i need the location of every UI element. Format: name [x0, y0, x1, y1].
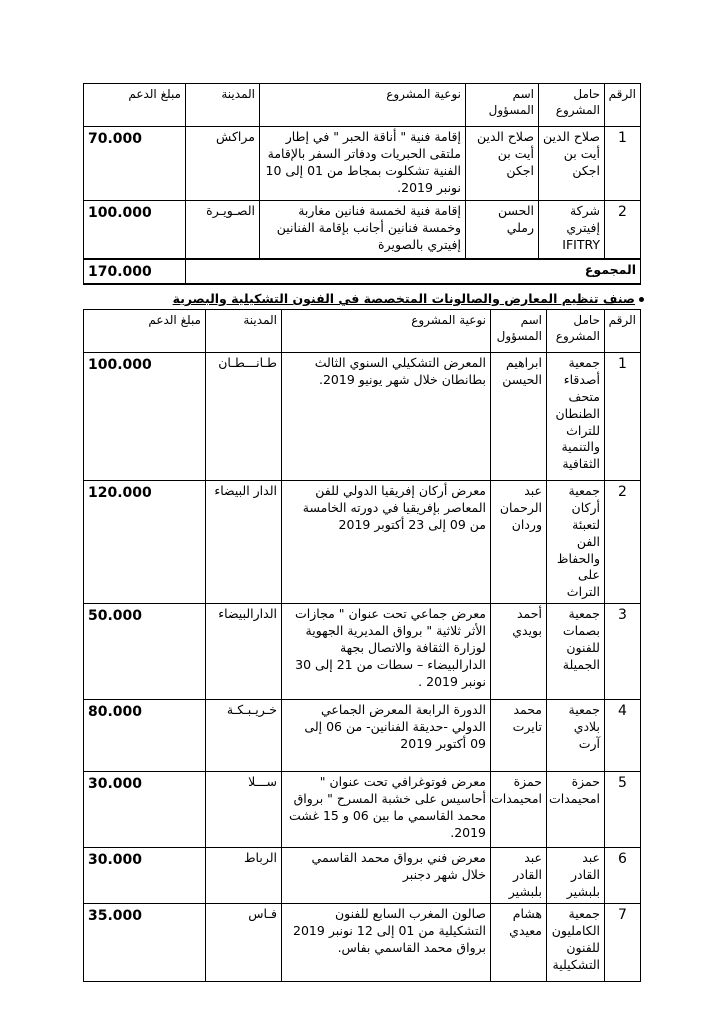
- row-responsible: أحمد بويدي: [491, 604, 547, 700]
- table-header-row: [84, 84, 641, 127]
- row-num: 3: [605, 604, 641, 700]
- row-responsible: عبد الرحمان وردان: [491, 481, 547, 604]
- total-row: [84, 259, 641, 285]
- row-num: 2: [605, 481, 641, 604]
- row-holder: شركة إفيتري IFITRY: [539, 201, 605, 259]
- table-row: [84, 848, 641, 904]
- row-responsible: صلاح الدين أيت بن اجكن: [466, 127, 539, 201]
- row-type: صالون المغرب السابع للفنون التشكيلية من 01 إلى 12 نونبر 2019 برواق محمد القاسمي بفاس.: [282, 904, 491, 982]
- section-title: [173, 291, 644, 306]
- header-holder: حامل المشروع: [547, 310, 605, 353]
- header-city: المدينة: [206, 310, 282, 353]
- row-city: مراكش: [186, 127, 260, 201]
- row-num: 4: [605, 700, 641, 772]
- total-label: المجموع: [186, 259, 641, 285]
- row-amount: 100.000: [84, 353, 206, 481]
- row-num: 1: [605, 127, 641, 201]
- header-num: الرقم: [605, 310, 641, 353]
- header-type: نوعية المشروع: [282, 310, 491, 353]
- header-responsible: اسم المسؤول: [466, 84, 539, 127]
- header-responsible: اسم المسؤول: [491, 310, 547, 353]
- row-type: إقامة فنية لخمسة فنانين مغاربة وخمسة فنانين أجانب بإقامة الفنانين إفيتري بالصويرة: [260, 201, 466, 259]
- row-city: خـريـبـكـة: [206, 700, 282, 772]
- header-amount: مبلغ الدعم: [84, 310, 206, 353]
- grants-table-residencies: [83, 83, 641, 285]
- row-responsible: محمد تايرت: [491, 700, 547, 772]
- row-type: معرض فني برواق محمد القاسمي خلال شهر دجنبر: [282, 848, 491, 904]
- row-type: معرض جماعي تحت عنوان " مجازات الأثر ثلاثية " برواق المديرية الجهوية لوزارة الثقافة والاتصال بجهة الدارالبيضاء – سطات من 21 إلى 30 نونبر 2019 .: [282, 604, 491, 700]
- grants-table-exhibitions: [83, 309, 641, 982]
- row-num: 1: [605, 353, 641, 481]
- row-city: الرباط: [206, 848, 282, 904]
- header-type: نوعية المشروع: [260, 84, 466, 127]
- section-title-text: صنف تنظيم المعارض والصالونات المتخصصة في الفنون التشكيلية والبصرية: [172, 291, 635, 306]
- row-type: إقامة فنية " أناقة الحبر " في إطار ملتقى الحبريات ودفاتر السفر بالإقامة الفنية تشكلوت بمجاط من 01 إلى 10 نونبر 2019.: [260, 127, 466, 201]
- row-holder: جمعية بلادي آرت: [547, 700, 605, 772]
- row-num: 7: [605, 904, 641, 982]
- row-amount: 30.000: [84, 772, 206, 848]
- table-row: [84, 353, 641, 481]
- row-amount: 100.000: [84, 201, 186, 259]
- row-type: الدورة الرابعة المعرض الجماعي الدولي -حديقة الفنانين- من 06 إلى 09 أكتوبر 2019: [282, 700, 491, 772]
- row-holder: جمعية الكامليون للفنون التشكيلية: [547, 904, 605, 982]
- row-amount: 30.000: [84, 848, 206, 904]
- row-city: الدارالبيضاء: [206, 604, 282, 700]
- table-row: [84, 604, 641, 700]
- row-num: 6: [605, 848, 641, 904]
- table-row: [84, 481, 641, 604]
- row-responsible: الحسن رملي: [466, 201, 539, 259]
- row-amount: 50.000: [84, 604, 206, 700]
- row-holder: صلاح الدين أيت بن اجكن: [539, 127, 605, 201]
- row-num: 2: [605, 201, 641, 259]
- row-city: الصـويـرة: [186, 201, 260, 259]
- row-city: الدار البيضاء: [206, 481, 282, 604]
- row-city: فـاس: [206, 904, 282, 982]
- row-holder: حمزة امحيمدات: [547, 772, 605, 848]
- row-holder: عبد القادر بلبشير: [547, 848, 605, 904]
- row-type: المعرض التشكيلي السنوي الثالث بطانطان خلال شهر يونيو 2019.: [282, 353, 491, 481]
- header-city: المدينة: [186, 84, 260, 127]
- row-responsible: ابراهيم الحيسن: [491, 353, 547, 481]
- row-num: 5: [605, 772, 641, 848]
- row-holder: جمعية أركان لتعبئة الفن والحفاظ على التراث: [547, 481, 605, 604]
- table-row: [84, 904, 641, 982]
- row-city: طـانـــطـان: [206, 353, 282, 481]
- table-header-row: [84, 310, 641, 353]
- row-responsible: حمزة امحيمدات: [491, 772, 547, 848]
- row-amount: 70.000: [84, 127, 186, 201]
- row-responsible: عبد القادر بلبشير: [491, 848, 547, 904]
- row-holder: جمعية أصدقاء متحف الطنطان للتراث والتنمية الثقافية: [547, 353, 605, 481]
- table-row: [84, 201, 641, 259]
- total-amount: 170.000: [84, 259, 186, 285]
- table-row: [84, 127, 641, 201]
- bullet-icon: [639, 297, 644, 302]
- row-amount: 80.000: [84, 700, 206, 772]
- row-type: معرض فوتوغرافي تحت عنوان " أحاسيس على خشبة المسرح " برواق محمد القاسمي ما بين 06 و 15 غشت 2019.: [282, 772, 491, 848]
- row-city: ســـلا: [206, 772, 282, 848]
- row-amount: 120.000: [84, 481, 206, 604]
- table-row: [84, 772, 641, 848]
- header-amount: مبلغ الدعم: [84, 84, 186, 127]
- row-amount: 35.000: [84, 904, 206, 982]
- row-responsible: هشام معيدي: [491, 904, 547, 982]
- header-num: الرقم: [605, 84, 641, 127]
- row-holder: جمعية بصمات للفنون الجميلة: [547, 604, 605, 700]
- table-row: [84, 700, 641, 772]
- row-type: معرض أركان إفريقيا الدولي للفن المعاصر بإفريقيا في دورته الخامسة من 09 إلى 23 أكتوبر 2019: [282, 481, 491, 604]
- header-holder: حامل المشروع: [539, 84, 605, 127]
